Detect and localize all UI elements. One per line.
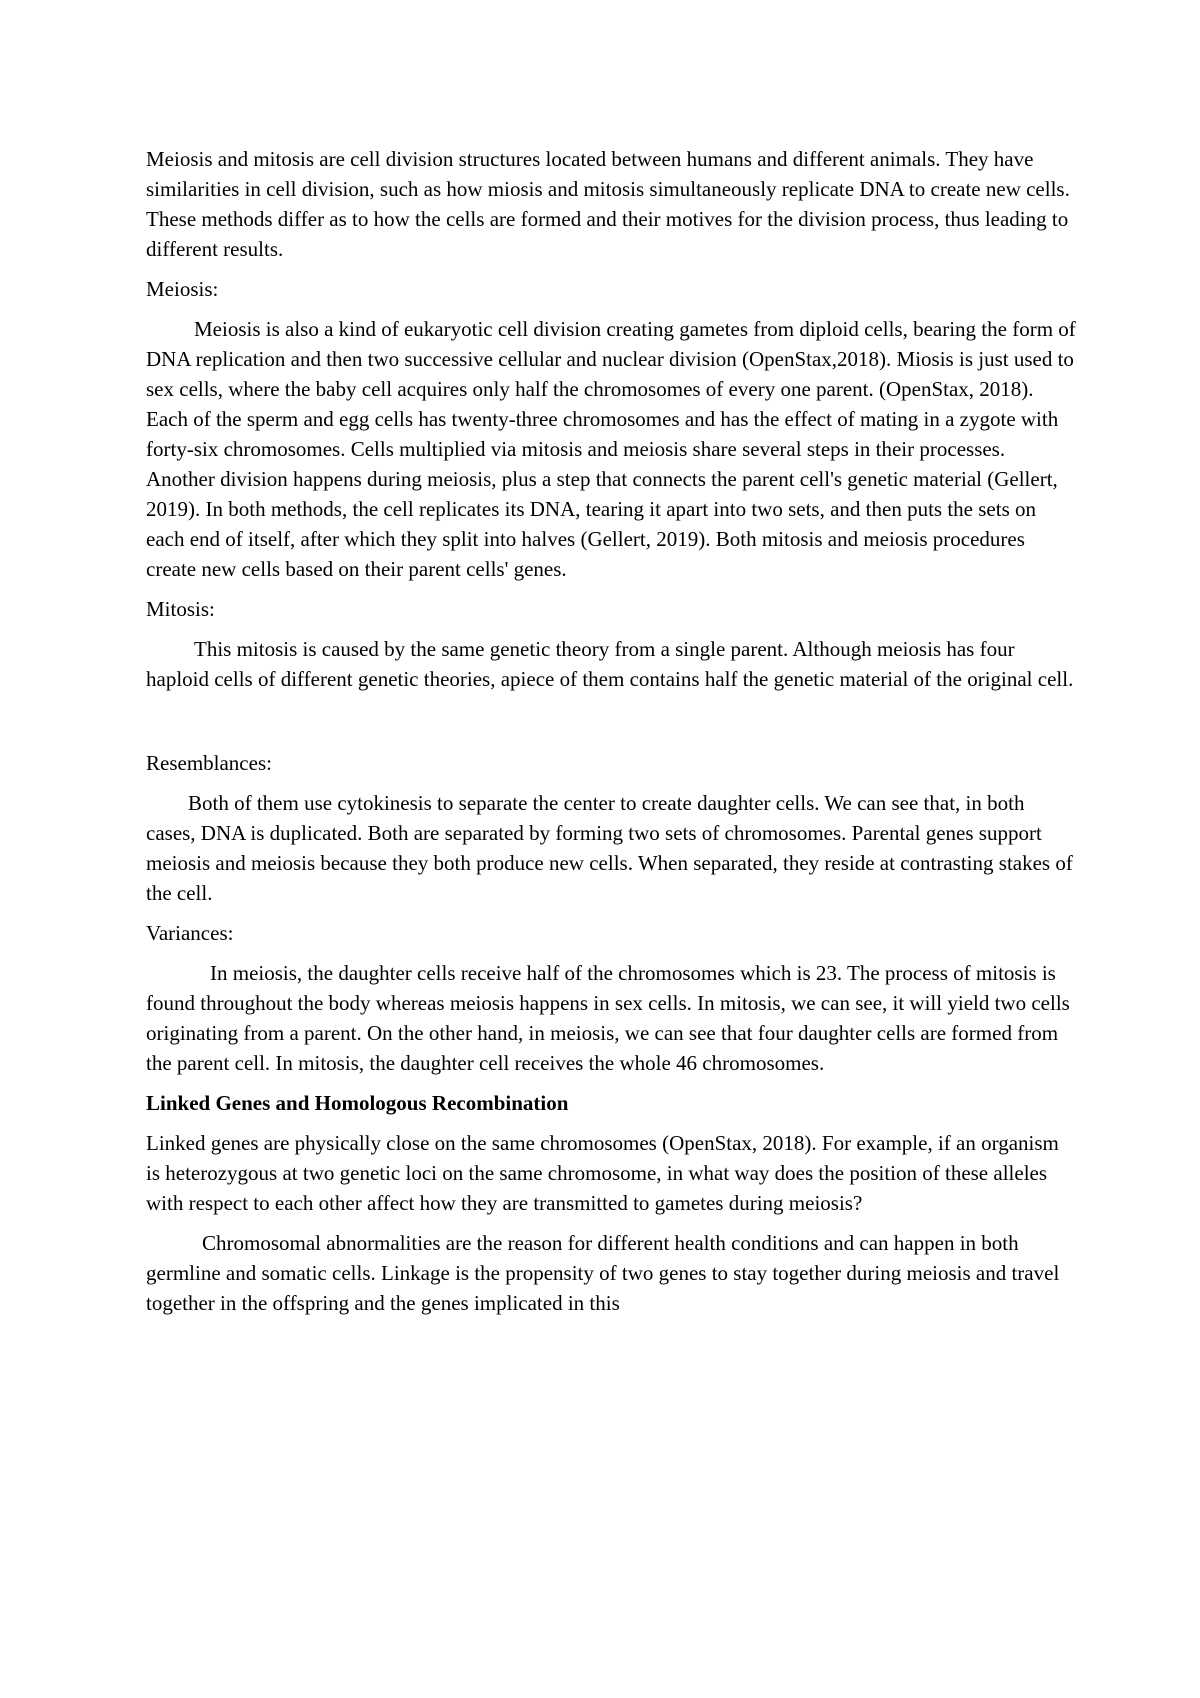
intro-paragraph: Meiosis and mitosis are cell division structures located between humans and different animals. They have similarities in cell division, such as how miosis and mitosis simultaneously replicate DNA to create new cells. These methods differ as to how the cells are formed and their motives for the division process, thus leading to different results. <box>146 147 1070 261</box>
meiosis-heading: Meiosis: <box>146 277 219 301</box>
mitosis-paragraph: This mitosis is caused by the same genetic theory from a single parent. Although meiosis has four haploid cells of different genetic theories, apiece of them contains half the genetic material of the original cell. <box>146 637 1074 691</box>
blank-line <box>146 704 1076 748</box>
variances-paragraph: In meiosis, the daughter cells receive half of the chromosomes which is 23. The process of mitosis is found throughout the body whereas meiosis happens in sex cells. In mitosis, we can see, it will yield two cells originating from a parent. On the other hand, in meiosis, we can see that four daughter cells are formed from the parent cell. In mitosis, the daughter cell receives the whole 46 chromosomes. <box>146 961 1070 1075</box>
meiosis-paragraph: Meiosis is also a kind of eukaryotic cell division creating gametes from diploid cells, bearing the form of DNA replication and then two successive cellular and nuclear division (OpenStax,2018). Miosis is just used to sex cells, where the baby cell acquires only half the chromosomes of every one parent. (OpenStax, 2018). Each of the sperm and egg cells has twenty-three chromosomes and has the effect of mating in a zygote with forty-six chromosomes. Cells multiplied via mitosis and meiosis share several steps in their processes. Another division happens during meiosis, plus a step that connects the parent cell's genetic material (Gellert, 2019). In both methods, the cell replicates its DNA, tearing it apart into two sets, and then puts the sets on each end of itself, after which they split into halves (Gellert, 2019). Both mitosis and meiosis procedures create new cells based on their parent cells' genes. <box>146 317 1076 581</box>
resemblances-heading: Resemblances: <box>146 751 272 775</box>
linked-genes-title: Linked Genes and Homologous Recombination <box>146 1091 569 1115</box>
linked-genes-intro-paragraph: Linked genes are physically close on the same chromosomes (OpenStax, 2018). For example, if an organism is heterozygous at two genetic loci on the same chromosome, in what way does the position of these alleles with respect to each other affect how they are transmitted to gametes during meiosis? <box>146 1131 1059 1215</box>
variances-heading: Variances: <box>146 921 234 945</box>
resemblances-paragraph: Both of them use cytokinesis to separate the center to create daughter cells. We can see that, in both cases, DNA is duplicated. Both are separated by forming two sets of chromosomes. Parental genes support meiosis and meiosis because they both produce new cells. When separated, they reside at contrasting stakes of the cell. <box>146 791 1073 905</box>
document-body <box>146 144 1076 1328</box>
mitosis-heading: Mitosis: <box>146 597 215 621</box>
linked-genes-body-paragraph: Chromosomal abnormalities are the reason for different health conditions and can happen in both germline and somatic cells. Linkage is the propensity of two genes to stay together during meiosis and travel together in the offspring and the genes implicated in this <box>146 1231 1060 1315</box>
